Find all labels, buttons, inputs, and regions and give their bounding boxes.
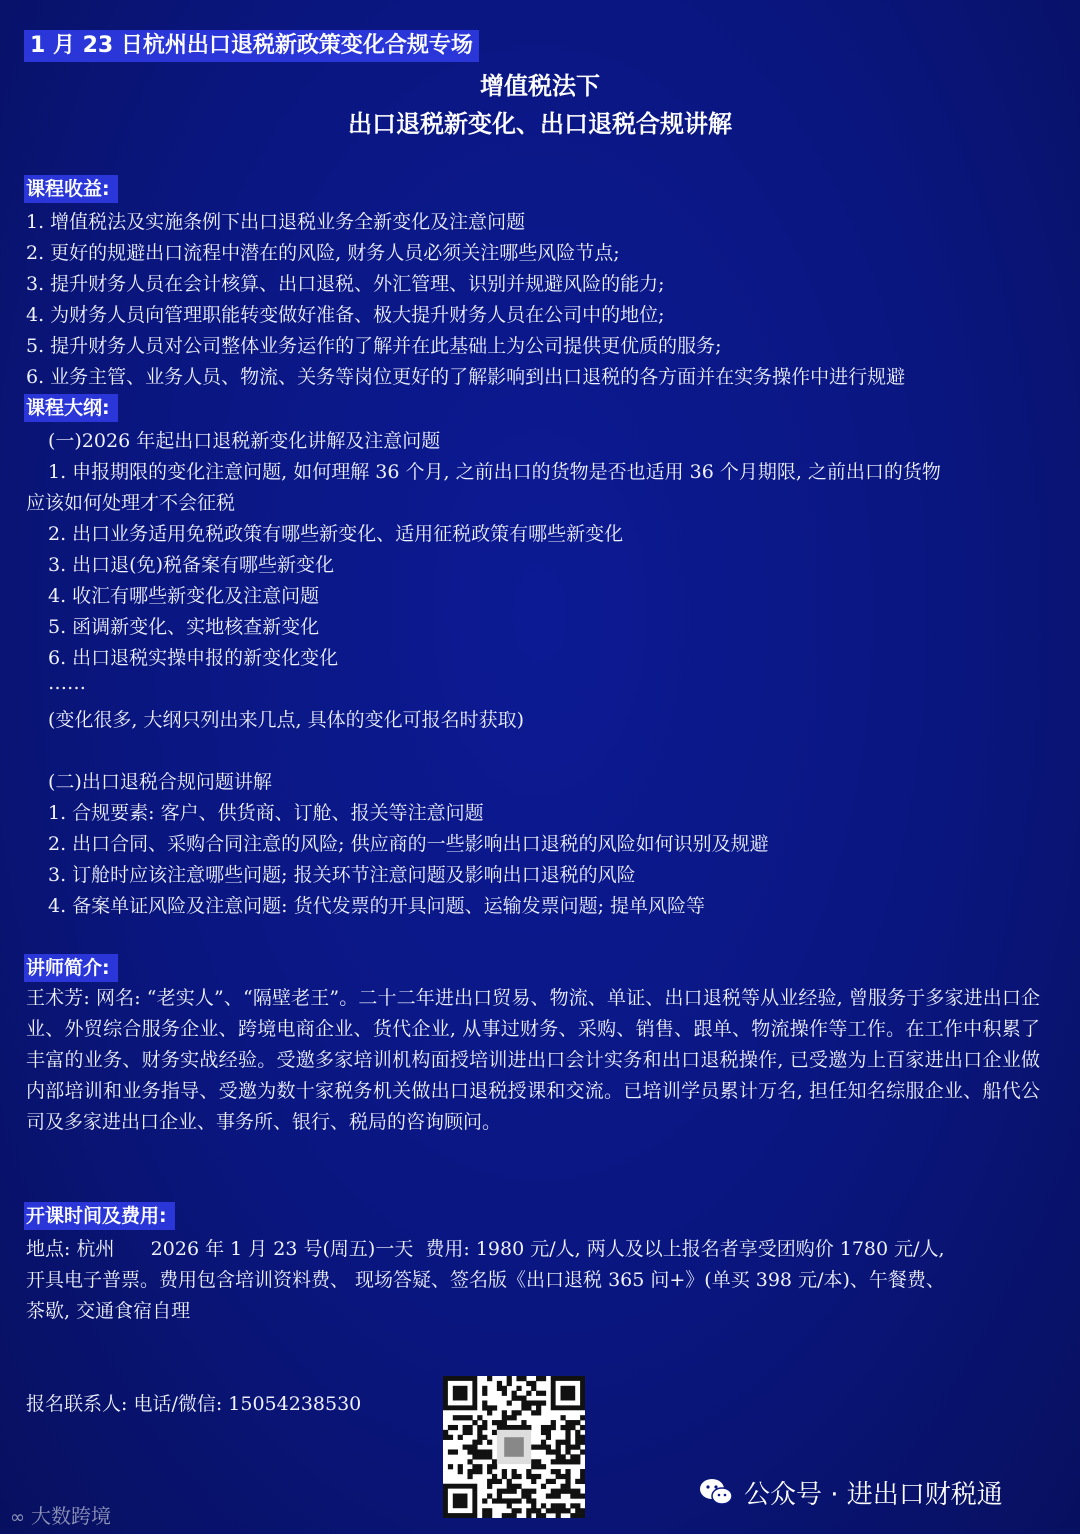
qr-code[interactable] [443, 1376, 585, 1518]
event-banner: 1 月 23 日杭州出口退税新政策变化合规专场 [24, 30, 479, 62]
outline-item-continued: 应该如何处理才不会征税 [26, 492, 236, 514]
outline-item: 5. 函调新变化、实地核查新变化 [48, 616, 320, 638]
outline-item: 4. 收汇有哪些新变化及注意问题 [48, 585, 320, 607]
benefit-item: 3. 提升财务人员在会计核算、出口退税、外汇管理、识别并规避风险的能力; [26, 273, 665, 295]
benefit-item: 5. 提升财务人员对公司整体业务运作的了解并在此基础上为公司提供更优质的服务; [26, 335, 722, 357]
schedule-line: 地点: 杭州 2026 年 1 月 23 号(周五)一天 费用: 1980 元/人, 两人及以上报名者享受团购价 1780 元/人, [26, 1238, 945, 1260]
outline-ellipsis: …… [48, 672, 86, 694]
outline-item: 3. 订舱时应该注意哪些问题; 报关环节注意问题及影响出口退税的风险 [48, 864, 636, 886]
instructor-heading: 讲师简介: [24, 954, 118, 982]
benefit-item: 4. 为财务人员向管理职能转变做好准备、极大提升财务人员在公司中的地位; [26, 304, 665, 326]
wechat-icon [696, 1472, 736, 1512]
outline-heading: 课程大纲: [24, 394, 118, 422]
brand-logo-icon: ∞ [10, 1507, 25, 1528]
outline-item: 4. 备案单证风险及注意问题: 货代发票的开具问题、运输发票问题; 提单风险等 [48, 895, 706, 917]
outline-part1-title: (一)2026 年起出口退税新变化讲解及注意问题 [48, 430, 441, 452]
outline-item: 3. 出口退(免)税备案有哪些新变化 [48, 554, 334, 576]
outline-item: 2. 出口业务适用免税政策有哪些新变化、适用征税政策有哪些新变化 [48, 523, 624, 545]
outline-item: 1. 合规要素: 客户、供货商、订舱、报关等注意问题 [48, 802, 484, 824]
outline-item: 1. 申报期限的变化注意问题, 如何理解 36 个月, 之前出口的货物是否也适用 36 个月期限, 之前出口的货物 [48, 461, 941, 483]
contact-info: 报名联系人: 电话/微信: 15054238530 [26, 1393, 362, 1415]
instructor-bio: 王术芳: 网名: “老实人”、“隔壁老王”。二十二年进出口贸易、物流、单证、出口退税等从业经验, 曾服务于多家进出口企业、外贸综合服务企业、跨境电商企业、货代企业, 从事过财务、采购、销售、跟单、物流操作等工作。在工作中积累了丰富的业务、财务实战经验。受邀多家培训机构面授培训进出口会计实务和出口退税操作, 已受邀为上百家进出口企业做内部培训和业务指导、受邀为数十家税务机关做出口退税授课和交流。已培训学员累计万名, 担任知名综服企业、船代公司及多家进出口企业、事务所、银行、税局的咨询顾问。 [26, 987, 1040, 1133]
outline-part2-title: (二)出口退税合规问题讲解 [48, 771, 272, 793]
title-line-2: 出口退税新变化、出口退税合规讲解 [348, 110, 732, 138]
benefit-item: 2. 更好的规避出口流程中潜在的风险, 财务人员必须关注哪些风险节点; [26, 242, 620, 264]
title-line-1: 增值税法下 [480, 72, 600, 100]
schedule-line: 茶歇, 交通食宿自理 [26, 1300, 191, 1322]
outline-note: (变化很多, 大纲只列出来几点, 具体的变化可报名时获取) [48, 709, 524, 731]
benefits-heading: 课程收益: [24, 175, 118, 203]
schedule-heading: 开课时间及费用: [24, 1202, 175, 1230]
wechat-account-watermark: 公众号 · 进出口财税通 [696, 1470, 1003, 1514]
benefit-item: 1. 增值税法及实施条例下出口退税业务全新变化及注意问题 [26, 211, 526, 233]
bottom-left-watermark: ∞ 大数跨境 [10, 1504, 111, 1528]
outline-item: 2. 出口合同、采购合同注意的风险; 供应商的一些影响出口退税的风险如何识别及规避 [48, 833, 769, 855]
benefit-item: 6. 业务主管、业务人员、物流、关务等岗位更好的了解影响到出口退税的各方面并在实务操作中进行规避 [26, 366, 906, 388]
schedule-line: 开具电子普票。费用包含培训资料费、 现场答疑、签名版《出口退税 365 问+》(单买 398 元/本)、午餐费、 [26, 1269, 945, 1291]
outline-item: 6. 出口退税实操申报的新变化变化 [48, 647, 339, 669]
